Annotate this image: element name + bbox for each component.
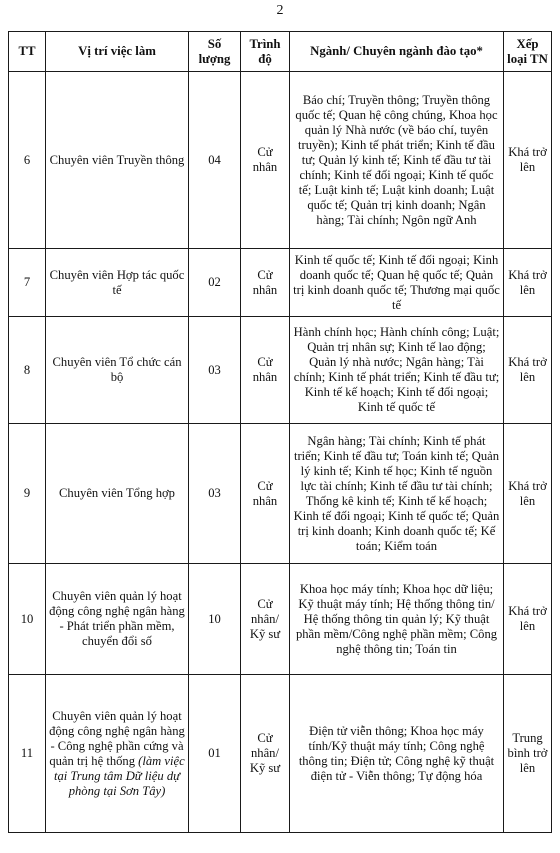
table-row	[9, 424, 552, 564]
header-position: Vị trí việc làm	[46, 32, 189, 72]
cell-quantity: 03	[189, 317, 241, 424]
table-row	[9, 249, 552, 317]
cell-majors: Điện tử viễn thông; Khoa học máy tính/Kỹ thuật máy tính; Công nghệ thông tin; Điện tử; Công nghệ kỹ thuật điện tử - Viễn thông; Tự động hóa	[290, 675, 504, 833]
cell-level: Cử nhân	[241, 72, 290, 249]
table-header-row	[9, 32, 552, 72]
table-row	[9, 564, 552, 675]
cell-tt: 10	[9, 564, 46, 675]
cell-position: Chuyên viên quản lý hoạt động công nghệ ngân hàng - Phát triển phần mềm, chuyển đổi số	[46, 564, 189, 675]
table-row	[9, 72, 552, 249]
cell-classification: Khá trở lên	[504, 72, 552, 249]
header-majors: Ngành/ Chuyên ngành đào tạo*	[290, 32, 504, 72]
cell-majors: Báo chí; Truyền thông; Truyền thông quốc tế; Quan hệ công chúng, Khoa học quản lý Nhà nước (về báo chí, tuyên truyền); Kinh tế phát triển; Kinh tế đầu tư; Quản lý kinh tế; Kinh tế đầu tư tài chính; Kinh tế đối ngoại; Kinh tế quốc tế; Luật kinh tế; Luật kinh doanh; Luật quốc tế; Quản trị kinh doanh; Ngân hàng; Tài chính; Ngôn ngữ Anh	[290, 72, 504, 249]
cell-classification: Trung bình trở lên	[504, 675, 552, 833]
header-level: Trình độ	[241, 32, 290, 72]
cell-classification: Khá trở lên	[504, 424, 552, 564]
cell-majors: Kinh tế quốc tế; Kinh tế đối ngoại; Kinh doanh quốc tế; Quan hệ quốc tế; Quản trị kinh doanh quốc tế; Thương mại quốc tế	[290, 249, 504, 317]
table-row	[9, 675, 552, 833]
cell-quantity: 10	[189, 564, 241, 675]
cell-position: Chuyên viên Hợp tác quốc tế	[46, 249, 189, 317]
cell-majors: Hành chính học; Hành chính công; Luật; Quản trị nhân sự; Kinh tế lao động; Quản lý nhà nước; Ngân hàng; Tài chính; Kinh tế phát triển; Kinh tế đầu tư; Kinh tế kế hoạch; Kinh tế đối ngoại; Kinh tế quốc tế	[290, 317, 504, 424]
cell-quantity: 04	[189, 72, 241, 249]
cell-quantity: 01	[189, 675, 241, 833]
cell-tt: 7	[9, 249, 46, 317]
cell-position: Chuyên viên quản lý hoạt động công nghệ ngân hàng - Công nghệ phần cứng và quản trị hệ thống	[49, 708, 185, 768]
cell-tt: 9	[9, 424, 46, 564]
header-classification: Xếp loại TN	[504, 32, 552, 72]
cell-level: Cử nhân	[241, 424, 290, 564]
page-number: 2	[276, 3, 284, 18]
cell-position: Chuyên viên Truyền thông	[46, 72, 189, 249]
cell-position: Chuyên viên Tổng hợp	[46, 424, 189, 564]
cell-classification: Khá trở lên	[504, 564, 552, 675]
cell-tt: 6	[9, 72, 46, 249]
cell-level: Cử nhân	[241, 249, 290, 317]
cell-quantity: 03	[189, 424, 241, 564]
table-row	[9, 317, 552, 424]
cell-position: Chuyên viên Tổ chức cán bộ	[46, 317, 189, 424]
cell-majors: Khoa học máy tính; Khoa học dữ liệu; Kỹ thuật máy tính; Hệ thống thông tin/ Hệ thống thông tin quản lý; Kỹ thuật phần mềm/Công nghệ phần mềm; Công nghệ thông tin; Toán tin	[290, 564, 504, 675]
cell-majors: Ngân hàng; Tài chính; Kinh tế phát triển; Kinh tế đầu tư; Toán kinh tế; Quản lý kinh tế; Kinh tế học; Kinh tế nguồn lực tài chính; Kinh tế đầu tư tài chính; Thống kê kinh tế; Kinh tế kế hoạch; Kinh tế đối ngoại; Kinh tế quốc tế; Quản trị kinh doanh; Kinh doanh quốc tế; Kế toán; Kiểm toán	[290, 424, 504, 564]
cell-tt: 8	[9, 317, 46, 424]
cell-tt: 11	[9, 675, 46, 833]
cell-level: Cử nhân/ Kỹ sư	[241, 564, 290, 675]
cell-position-group	[46, 675, 189, 833]
cell-level: Cử nhân	[241, 317, 290, 424]
cell-quantity: 02	[189, 249, 241, 317]
header-quantity: Số lượng	[189, 32, 241, 72]
cell-classification: Khá trở lên	[504, 249, 552, 317]
header-tt: TT	[9, 32, 46, 72]
cell-classification: Khá trở lên	[504, 317, 552, 424]
recruitment-table	[8, 31, 552, 833]
position-location-note: (làm việc tại Trung tâm Dữ liệu dự phòng tại Sơn Tây)	[53, 753, 185, 798]
cell-level: Cử nhân/ Kỹ sư	[241, 675, 290, 833]
